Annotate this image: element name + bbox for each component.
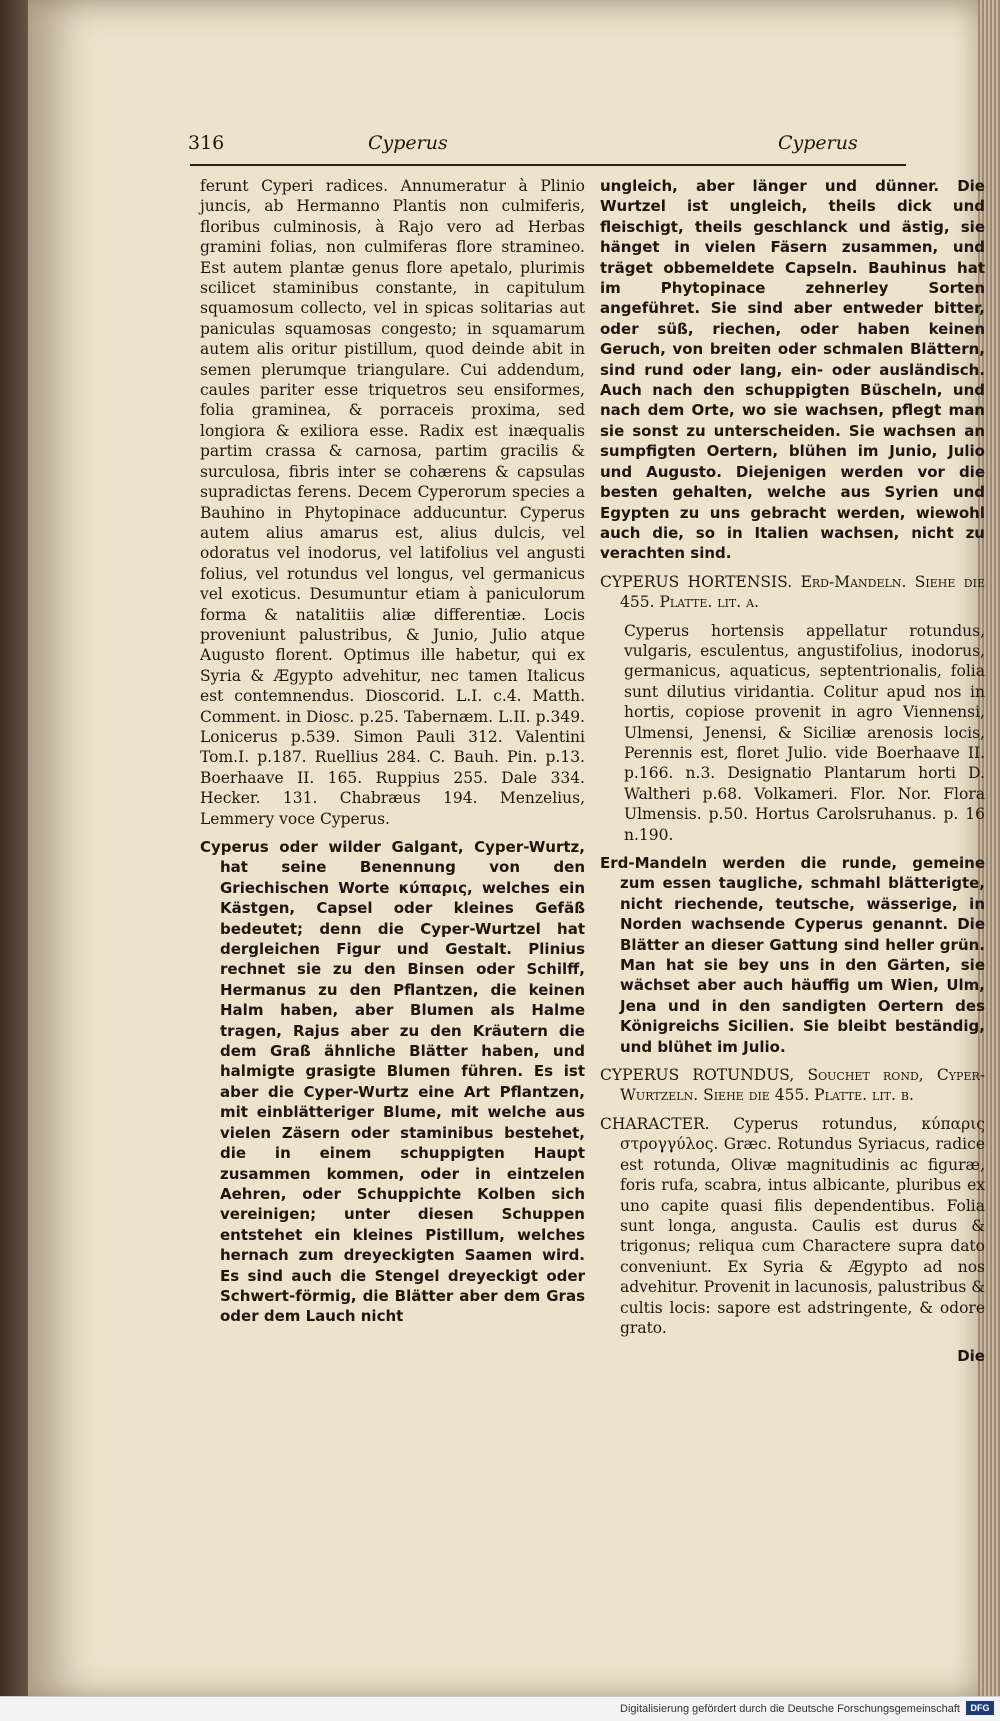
right-column — [600, 176, 985, 1375]
right-german-paragraph-1: ungleich, aber länger und dünner. Die Wurtzel ist ungleich, theils dick und fleischigt, theils geschlanck und ästig, sie hänget in vielen Fäsern zusammen, und träget obbemeldete Capseln. Bauhinus hat im Phytopinace zehnerley Sorten angeführet. Sie sind aber entweder bitter, oder süß, riechen, oder haben keinen Geruch, von breiten oder schmalen Blättern, sind rund oder lang, ein- oder ausländisch. Auch nach den schuppigten Büscheln, und nach dem Orte, wo sie wachsen, pflegt man sie sonst zu unterscheiden. Sie wachsen an sumpfigten Oertern, blühen im Junio, Julio und Augusto. Diejenigen werden vor die besten gehalten, welche aus Syrien und Egypten zu uns gebracht werden, wiewohl auch die, so in Italien wachsen, nicht zu verachten sind. — [600, 177, 985, 563]
right-latin-paragraph-1: Cyperus hortensis appellatur rotundus, vulgaris, esculentus, angustifolius, inodorus, germanicus, aquaticus, septentrionalis, folia sunt dilutius viridantia. Colitur apud nos in hortis, copiose provenit in agro Viennensi, Ulmensi, Jenensi, & Siciliæ arenosis locis, Perennis est, floret Julio. vide Boerhaave II. p.166. n.3. Designatio Plantarum horti D. Waltheri p.68. Volkameri. Flor. Nor. Flora Ulmensis. p.50. Hortus Carolsruhanus. p. 16 n.190. — [624, 621, 985, 844]
left-latin-paragraph: ferunt Cyperi radices. Annumeratur à Plinio juncis, ab Hermanno Plantis non culmiferis, floribus culminosis, à Rajo vero ad Herbas gramini folias, non culmiferas flore stramineo. Est autem plantæ genus flore apetalo, plurimis scilicet staminibus constante, in capitulum squamosum collecto, vel in spicas solitarias aut paniculas squamosas congesto; in squamarum autem alis oritur pistillum, quod deinde abit in semen plerumque triangulare. Cui addendum, caules pariter esse triquetros seu ensiformes, folia graminea, & porraceis proxima, sed longiora & exiliora esse. Radix est inæqualis partim crassa & carnosa, partim gracilis & surculosa, fibris inter se cohærens & capsulas supradictas ferens. Decem Cyperorum species a Bauhino in Phytopinace adducuntur. Cyperus autem alius amarus est, alius dulcis, vel odoratus vel inodorus, vel latifolius vel angusti folius, vel rotundus vel longus, vel germanicus vel exoticus. Desumuntur etiam à paniculorum forma & natalitiis aliæ differentiæ. Locis proveniunt palustribus, & Junio, Julio atque Augusto florent. Optimus ille habetur, qui ex Syria & Ægypto advehitur, nec tamen Italicus est contemnendus. Dioscorid. L.I. c.4. Matth. Comment. in Diosc. p.25. Tabernæm. L.II. p.349. Lonicerus p.539. Simon Pauli 312. Valentini Tom.I. p.187. Ruellius 284. C. Bauh. Pin. p.13. Boerhaave II. 165. Ruppius 255. Dale 334. Hecker. 131. Chabræus 194. Menzelius, Lemmery voce Cyperus. — [200, 177, 585, 828]
running-head-right: Cyperus — [778, 132, 858, 154]
character-paragraph: CHARACTER. Cyperus rotundus, κύπαρις στρογγύλος. Græc. Rotundus Syriacus, radice est rotunda, Olivæ magnitudinis ac figuræ, foris rufa, scabra, intus albicante, pluribus ex uno capite quasi filis dependentibus. Folia sunt longa, angusta. Caulis est durus & trigonus; reliqua cum Charactere supra dato conveniunt. Ex Syria & Ægypto ad nos advehitur. Provenit in lacunosis, palustribus & cultis locis: sapore est adstringente, & odore grato. — [600, 1114, 985, 1337]
right-german-paragraph-2: Erd-Mandeln werden die runde, gemeine zum essen taugliche, schmahl blätterigte, nicht riechende, teutsche, wässerige, in Norden wachsende Cyperus genannt. Die Blätter an dieser Gattung sind heller grün. Man hat sie bey uns in den Gärten, sie wächset aber auch häuffig um Wien, Ulm, Jena und in den sandigten Oertern des Königreichs Sicilien. Sie bleibt beständig, und blühet im Julio. — [600, 854, 985, 1056]
dfg-logo: DFG — [966, 1701, 994, 1715]
catchword: Die — [957, 1347, 985, 1366]
left-column — [200, 176, 585, 1335]
page-number: 316 — [188, 132, 225, 154]
running-head-left: Cyperus — [368, 132, 448, 154]
header-rule — [190, 164, 906, 166]
footer-credit: Digitalisierung gefördert durch die Deutsche Forschungsgemeinschaft — [620, 1703, 960, 1715]
left-german-paragraph: Cyperus oder wilder Galgant, Cyper-Wurtz, hat seine Benennung von den Griechischen Worte κύπαρις, welches ein Kästgen, Capsel oder kleines Gefäß bedeutet; denn die Cyper-Wurtzel hat dergleichen Figur und Gestalt. Plinius rechnet sie zu den Binsen oder Schilff, Hermanus zu den Pflantzen, die keinen Halm haben, aber Blumen als Halme tragen, Rajus aber zu den Kräutern die dem Graß ähnliche Blätter haben, und halmigte grasigte Blumen führen. Es ist aber die Cyper-Wurtz eine Art Pflantzen, mit einblätteriger Blume, mit welche aus vielen Zäsern oder staminibus bestehet, die in einem schuppigten Haupt zusammen kommen, oder in eintzelen Aehren, oder Schuppichte Kolben sich vereinigen; unter diesen Schuppen entstehet ein kleines Pistillum, welches hernach zum dreyeckigten Saamen wird. Es sind auch die Stengel dreyeckigt oder Schwert-förmig, die Blätter aber dem Gras oder dem Lauch nicht — [200, 838, 585, 1326]
heading-cyperus-rotundus: CYPERUS ROTUNDUS, Souchet rond, Cyper-Wurtzeln. Siehe die 455. Platte. lit. b. — [600, 1066, 985, 1105]
footer-bar — [0, 1696, 1000, 1721]
heading-cyperus-hortensis: CYPERUS HORTENSIS. Erd-Mandeln. Siehe die 455. Platte. lit. a. — [600, 572, 985, 612]
